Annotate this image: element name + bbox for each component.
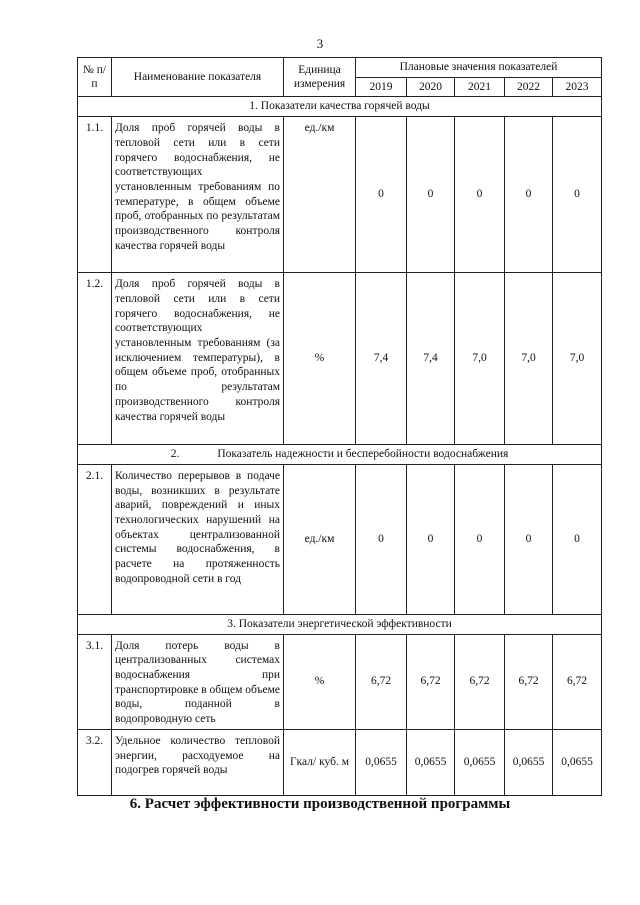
header-year: 2020 [407,77,455,97]
section-title: Показатель надежности и бесперебойности водоснабжения [217,448,509,461]
row-value: 0,0655 [505,729,553,795]
row-value: 0 [553,464,602,614]
row-value: 6,72 [553,634,602,729]
page-number: 3 [316,36,324,51]
row-name: Удельное количество тепловой энергии, расходуемое на подогрев горячей воды [112,729,284,795]
table-row [78,273,602,445]
row-name: Количество перерывов в подаче воды, возникших в результате аварий, повреждений и иных технологических нарушений на объектах централизованной системы водоснабжения, в расчете на протяженность водопроводной сети в год [112,464,284,614]
row-value: 0 [356,464,407,614]
row-unit: % [284,634,356,729]
row-value: 7,0 [505,273,553,445]
row-value: 0 [455,117,505,273]
row-value: 6,72 [505,634,553,729]
row-value: 0 [407,117,455,273]
row-value: 7,4 [407,273,455,445]
section-number: 2. [170,448,180,461]
header-row [78,58,602,78]
header-num: № п/п [78,58,112,97]
table-row [78,117,602,273]
row-unit: Гкал/ куб. м [284,729,356,795]
row-value: 0 [505,117,553,273]
row-value: 0 [356,117,407,273]
table-row [78,729,602,795]
row-num: 3.1. [78,634,112,729]
section-title-cell [78,445,602,465]
row-value: 6,72 [407,634,455,729]
header-year: 2022 [505,77,553,97]
section-title: 3. Показатели энергетической эффективности [78,614,602,634]
indicators-table [77,57,602,796]
section-title: 1. Показатели качества горячей воды [78,97,602,117]
header-unit: Единица измерения [284,58,356,97]
row-num: 1.1. [78,117,112,273]
section-row [78,445,602,465]
header-planned: Плановые значения показателей [356,58,602,78]
row-unit: % [284,273,356,445]
row-value: 6,72 [356,634,407,729]
row-name: Доля проб горячей воды в тепловой сети или в сети горячего водоснабжения, не соответствующих установленным требованиям по температуре, в общем объеме проб, отобранных по результатам производственного контроля качества горячей воды [112,117,284,273]
section-row [78,97,602,117]
row-value: 0 [505,464,553,614]
row-value: 6,72 [455,634,505,729]
row-name: Доля проб горячей воды в тепловой сети или в сети горячего водоснабжения, не соответствующих установленным требованиям (за исключением температуры), в общем объеме проб, отобранных по результатам производственного контроля качества горячей воды [112,273,284,445]
table-row [78,464,602,614]
table-row [78,634,602,729]
header-name: Наименование показателя [112,58,284,97]
row-value: 7,0 [455,273,505,445]
row-value: 0,0655 [455,729,505,795]
header-year: 2019 [356,77,407,97]
row-num: 2.1. [78,464,112,614]
section-row [78,614,602,634]
section-heading: 6. Расчет эффективности производственной программы [129,796,511,812]
header-year: 2023 [553,77,602,97]
row-value: 0,0655 [407,729,455,795]
row-value: 0 [553,117,602,273]
row-value: 0 [407,464,455,614]
row-value: 0 [455,464,505,614]
header-year: 2021 [455,77,505,97]
row-unit: ед./км [284,117,356,273]
row-value: 7,4 [356,273,407,445]
row-name: Доля потерь воды в централизованных системах водоснабжения при транспортировке в общем объеме воды, поданной в водопроводную сеть [112,634,284,729]
row-num: 3.2. [78,729,112,795]
row-num: 1.2. [78,273,112,445]
row-value: 0,0655 [553,729,602,795]
row-value: 7,0 [553,273,602,445]
row-value: 0,0655 [356,729,407,795]
row-unit: ед./км [284,464,356,614]
